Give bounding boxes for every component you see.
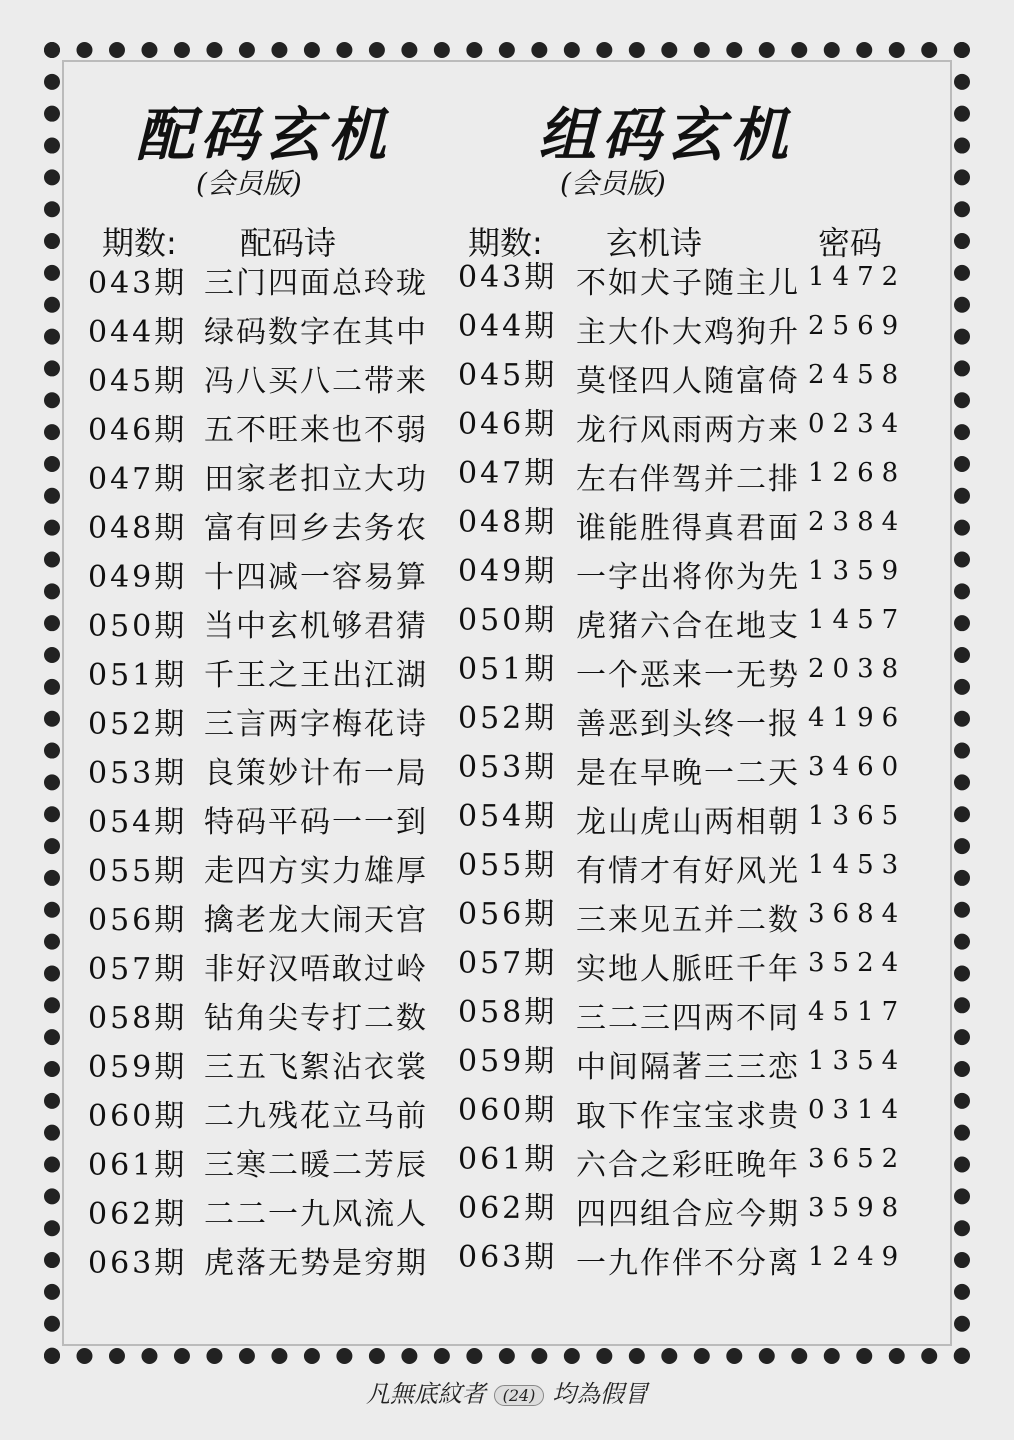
right-poem-cell: 主大仆大鸡狗升 (576, 315, 800, 350)
left-poem-cell: 非好汉唔敢过岭 (204, 952, 428, 987)
right-poem-cell: 实地人脈旺千年 (576, 952, 800, 987)
left-poem-cell: 田家老扣立大功 (204, 462, 428, 497)
code-cell: 4196 (808, 703, 907, 733)
right-poem-cell: 虎猪六合在地支 (576, 609, 800, 644)
left-poem-cell: 二二一九风流人 (204, 1197, 428, 1232)
right-period-cell: 059期 (458, 1044, 558, 1079)
code-cell: 1268 (808, 458, 907, 488)
right-poem-cell: 三二三四两不同 (576, 1001, 800, 1036)
right-period-cell: 047期 (458, 456, 558, 491)
right-period-cell: 062期 (458, 1191, 558, 1226)
code-cell: 1354 (808, 1046, 907, 1076)
left-period-cell: 058期 (88, 1001, 188, 1036)
right-poem-cell: 左右伴驾并二排 (576, 462, 800, 497)
left-poem-header: 配码诗 (240, 224, 337, 262)
left-period-cell: 043期 (88, 266, 188, 301)
code-cell: 1457 (808, 605, 907, 635)
right-poem-cell: 一九作伴不分离 (576, 1246, 800, 1281)
right-period-cell: 052期 (458, 701, 558, 736)
right-poem-cell: 一个恶来一无势 (576, 658, 800, 693)
left-period-cell: 063期 (88, 1246, 188, 1281)
right-period-cell: 058期 (458, 995, 558, 1030)
left-period-cell: 059期 (88, 1050, 188, 1085)
code-cell: 2569 (808, 311, 907, 341)
left-poem-cell: 千王之王出江湖 (204, 658, 428, 693)
left-title: 配码玄机 (136, 101, 393, 169)
right-title: 组码玄机 (538, 101, 795, 169)
left-poem-cell: 擒老龙大闹天宫 (204, 903, 428, 938)
left-period-header: 期数: (102, 224, 177, 262)
right-poem-cell: 善恶到头终一报 (576, 707, 800, 742)
left-period-cell: 052期 (88, 707, 188, 742)
right-period-cell: 054期 (458, 799, 558, 834)
left-poem-cell: 十四减一容易算 (204, 560, 428, 595)
left-period-cell: 055期 (88, 854, 188, 889)
right-poem-cell: 是在早晚一二天 (576, 756, 800, 791)
left-poem-cell: 冯八买八二带来 (204, 364, 428, 399)
left-poem-cell: 特码平码一一到 (204, 805, 428, 840)
code-cell: 0234 (808, 409, 907, 439)
left-poem-cell: 三五飞絮沾衣裳 (204, 1050, 428, 1085)
right-poem-header: 玄机诗 (606, 224, 703, 262)
left-period-cell: 062期 (88, 1197, 188, 1232)
code-cell: 1359 (808, 556, 907, 586)
right-poem-cell: 四四组合应今期 (576, 1197, 800, 1232)
left-period-cell: 051期 (88, 658, 188, 693)
left-poem-cell: 走四方实力雄厚 (204, 854, 428, 889)
left-poem-cell: 绿码数字在其中 (204, 315, 428, 350)
left-period-cell: 048期 (88, 511, 188, 546)
left-period-cell: 044期 (88, 315, 188, 350)
code-cell: 1365 (808, 801, 907, 831)
footer-text-after: 均為假冒 (552, 1380, 649, 1408)
right-poem-cell: 谁能胜得真君面 (576, 511, 800, 546)
left-period-cell: 060期 (88, 1099, 188, 1134)
left-poem-cell: 五不旺来也不弱 (204, 413, 428, 448)
code-cell: 3524 (808, 948, 907, 978)
code-cell: 3460 (808, 752, 907, 782)
right-poem-cell: 取下作宝宝求贵 (576, 1099, 800, 1134)
code-cell: 3598 (808, 1193, 907, 1223)
left-poem-cell: 三寒二暖二芳辰 (204, 1148, 428, 1183)
right-poem-cell: 中间隔著三三恋 (576, 1050, 800, 1085)
right-period-cell: 048期 (458, 505, 558, 540)
right-poem-cell: 六合之彩旺晚年 (576, 1148, 800, 1183)
page-number-badge: (24) (494, 1385, 545, 1406)
right-period-cell: 053期 (458, 750, 558, 785)
right-period-cell: 046期 (458, 407, 558, 442)
right-period-cell: 056期 (458, 897, 558, 932)
right-poem-cell: 不如犬子随主儿 (576, 266, 800, 301)
left-poem-cell: 钻角尖专打二数 (204, 1001, 428, 1036)
left-poem-cell: 虎落无势是穷期 (204, 1246, 428, 1281)
left-subtitle: (会员版) (196, 167, 302, 200)
right-period-header: 期数: (468, 224, 543, 262)
code-cell: 1249 (808, 1242, 907, 1272)
code-cell: 2458 (808, 360, 907, 390)
code-cell: 3652 (808, 1144, 907, 1174)
right-period-cell: 051期 (458, 652, 558, 687)
right-period-cell: 060期 (458, 1093, 558, 1128)
left-period-cell: 050期 (88, 609, 188, 644)
code-cell: 2384 (808, 507, 907, 537)
footer-note (0, 1374, 1014, 1409)
left-period-cell: 054期 (88, 805, 188, 840)
left-period-cell: 046期 (88, 413, 188, 448)
left-poem-cell: 当中玄机够君猜 (204, 609, 428, 644)
left-poem-cell: 三言两字梅花诗 (204, 707, 428, 742)
right-poem-cell: 一字出将你为先 (576, 560, 800, 595)
right-period-cell: 043期 (458, 260, 558, 295)
code-header: 密码 (818, 224, 883, 262)
footer-text-before: 凡無底紋者 (365, 1380, 486, 1408)
right-period-cell: 050期 (458, 603, 558, 638)
code-cell: 2038 (808, 654, 907, 684)
right-poem-cell: 有情才有好风光 (576, 854, 800, 889)
code-cell: 0314 (808, 1095, 907, 1125)
left-poem-cell: 良策妙计布一局 (204, 756, 428, 791)
right-period-cell: 045期 (458, 358, 558, 393)
left-period-cell: 056期 (88, 903, 188, 938)
left-period-cell: 045期 (88, 364, 188, 399)
left-poem-cell: 三门四面总玲珑 (204, 266, 428, 301)
left-period-cell: 047期 (88, 462, 188, 497)
left-period-cell: 061期 (88, 1148, 188, 1183)
left-period-cell: 057期 (88, 952, 188, 987)
right-period-cell: 049期 (458, 554, 558, 589)
right-period-cell: 063期 (458, 1240, 558, 1275)
left-poem-cell: 二九残花立马前 (204, 1099, 428, 1134)
code-cell: 1472 (808, 262, 907, 292)
right-subtitle: (会员版) (560, 167, 666, 200)
right-period-cell: 044期 (458, 309, 558, 344)
right-poem-cell: 龙山虎山两相朝 (576, 805, 800, 840)
right-period-cell: 057期 (458, 946, 558, 981)
left-period-cell: 049期 (88, 560, 188, 595)
code-cell: 1453 (808, 850, 907, 880)
right-poem-cell: 莫怪四人随富倚 (576, 364, 800, 399)
left-poem-cell: 富有回乡去务农 (204, 511, 428, 546)
right-poem-cell: 三来见五并二数 (576, 903, 800, 938)
right-period-cell: 061期 (458, 1142, 558, 1177)
right-poem-cell: 龙行风雨两方来 (576, 413, 800, 448)
left-period-cell: 053期 (88, 756, 188, 791)
code-cell: 4517 (808, 997, 907, 1027)
right-period-cell: 055期 (458, 848, 558, 883)
code-cell: 3684 (808, 899, 907, 929)
